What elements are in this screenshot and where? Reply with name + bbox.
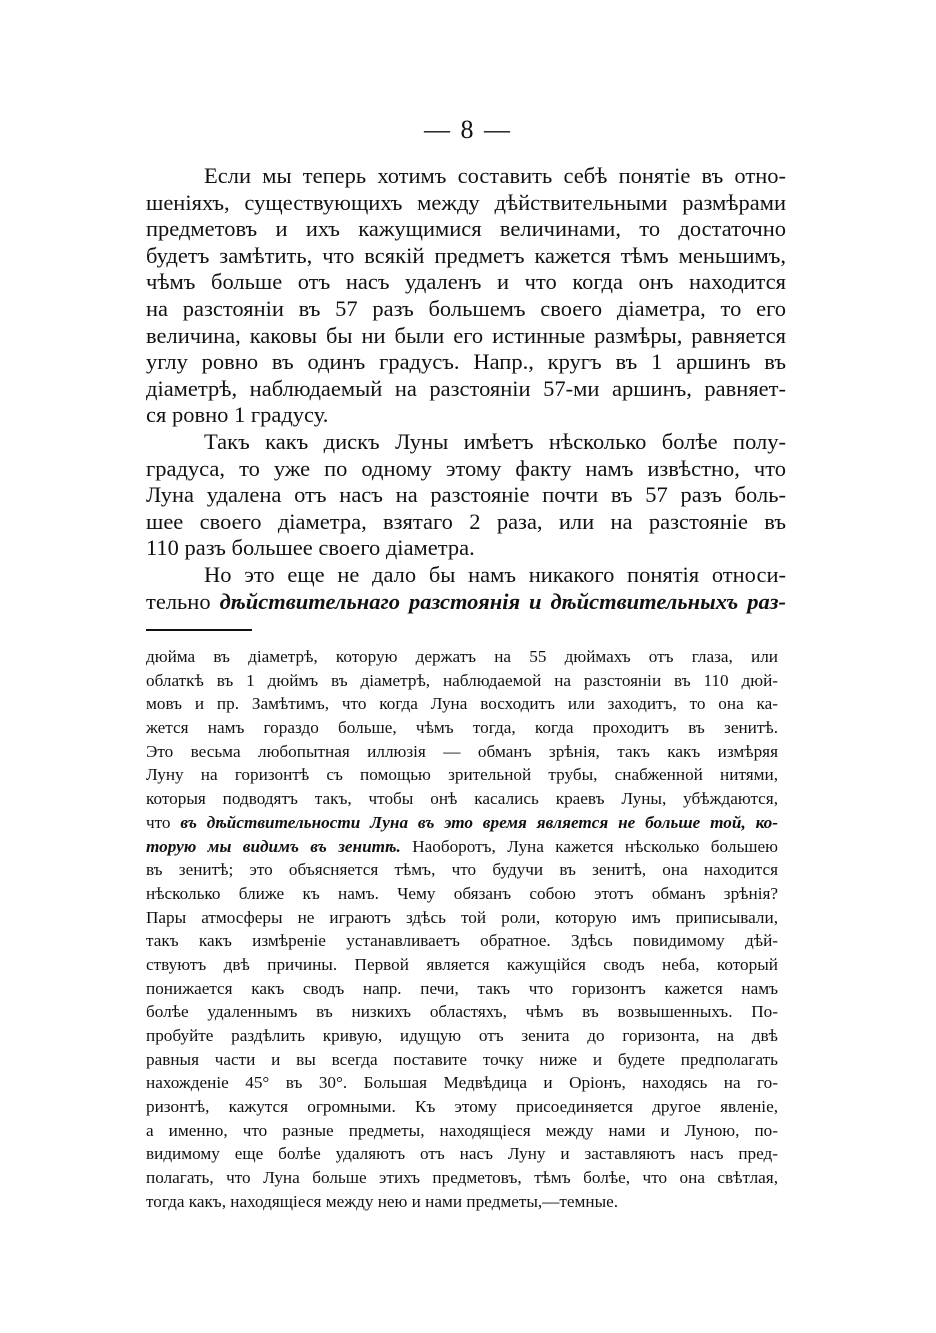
- footnote-line: а именно, что разные предметы, находящіеся между нами и Луною, по-: [146, 1120, 778, 1140]
- text-line: на разстояніи въ 57 разъ большемъ своего діаметра, то его: [146, 295, 786, 321]
- footnote-line: дюйма въ діаметрѣ, которую держатъ на 55 дюймахъ отъ глаза, или: [146, 647, 778, 666]
- footnote-line: облаткѣ въ 1 дюймъ въ діаметрѣ, наблюдаемой на разстояніи въ 110 дюй-: [146, 670, 778, 690]
- text-fragment: Наоборотъ, Луна кажется нѣсколько большею: [412, 836, 778, 856]
- italic-fragment: торую мы видимъ въ зенитѣ.: [146, 836, 401, 856]
- footnote-line: [146, 811, 778, 835]
- footnote-line: Пары атмосферы не играютъ здѣсь той роли, которую имъ приписывали,: [146, 907, 778, 927]
- footnote-line: жется намъ гораздо больше, чѣмъ тогда, когда проходитъ въ зенитѣ.: [146, 718, 778, 738]
- text-fragment: тельно: [146, 588, 211, 614]
- text-line: Такъ какъ дискъ Луны имѣетъ нѣсколько болѣе полу-: [204, 428, 786, 454]
- footnote-line: видимому еще болѣе удаляютъ отъ насъ Луну и заставляютъ насъ пред-: [146, 1144, 778, 1164]
- footnote-line: ствуютъ двѣ причины. Первой является кажущійся сводъ неба, который: [146, 954, 778, 974]
- footnote-line: мовъ и пр. Замѣтимъ, что когда Луна восходитъ или заходитъ, то она ка-: [146, 694, 778, 714]
- text-line: Если мы теперь хотимъ составить себѣ понятіе въ отно-: [204, 163, 786, 188]
- text-fragment: что: [146, 812, 171, 832]
- page-number: — 8 —: [424, 115, 512, 144]
- text-line: градуса, то уже по одному этому факту намъ извѣстно, что: [146, 455, 786, 481]
- text-line: Но это еще не дало бы намъ никакого понятія относи-: [204, 561, 786, 587]
- footnote-line: нѣсколько ближе къ намъ. Чему обязанъ собою этотъ обманъ зрѣнія?: [146, 883, 778, 903]
- text-line: величина, каковы бы ни были его истинные размѣры, равняется: [146, 322, 786, 348]
- footnote-line: понижается какъ сводъ напр. печи, такъ что горизонтъ кажется намъ: [146, 978, 778, 998]
- main-text: [146, 163, 786, 615]
- text-line: ся ровно 1 градусу.: [146, 402, 329, 428]
- text-line: шеніяхъ, существующихъ между дѣйствительными размѣрами: [146, 189, 786, 215]
- footnote-line: которыя подводятъ такъ, чтобы онѣ касались краевъ Луны, убѣждаются,: [146, 789, 778, 809]
- footnote-line: болѣе удаленнымъ въ низкихъ областяхъ, чѣмъ въ возвышенныхъ. По-: [146, 1002, 778, 1022]
- italic-fragment: въ дѣйствительности Луна въ это время является не больше той, ко-: [180, 812, 778, 832]
- footnote-divider: [146, 629, 252, 631]
- footnote-line: полагать, что Луна больше этихъ предметовъ, тѣмъ болѣе, что она свѣтлая,: [146, 1168, 778, 1188]
- footnote-line: такъ какъ измѣреніе устанавливаетъ обратное. Здѣсь повидимому дѣй-: [146, 931, 778, 951]
- text-line: углу ровно въ одинъ градусъ. Напр., кругъ въ 1 аршинъ въ: [146, 349, 786, 375]
- footnote-line: равныя части и вы всегда поставите точку ниже и будете предполагать: [146, 1049, 778, 1069]
- footnote-line: Это весьма любопытная иллюзія — обманъ зрѣнія, такъ какъ измѣряя: [146, 741, 778, 761]
- footnote-line: пробуйте раздѣлить кривую, идущую отъ зенита до горизонта, на двѣ: [146, 1026, 778, 1045]
- text-line: [146, 589, 786, 616]
- footnote: [146, 645, 778, 1214]
- footnote-line: тогда какъ, находящіеся между нею и нами предметы,—темные.: [146, 1191, 619, 1211]
- text-line: 110 разъ большее своего діаметра.: [146, 535, 475, 561]
- text-line: шее своего діаметра, взятаго 2 раза, или на разстояніе въ: [146, 508, 786, 534]
- footnote-line: Луну на горизонтѣ съ помощью зрительной трубы, снабженной нитями,: [146, 765, 778, 785]
- footnote-line: ризонтѣ, кажутся огромными. Къ этому присоединяется другое явленіе,: [146, 1097, 778, 1117]
- text-line: будетъ замѣтить, что всякій предметъ кажется тѣмъ меньшимъ,: [146, 242, 786, 268]
- footnote-line: нахожденіе 45° въ 30°. Большая Медвѣдица и Оріонъ, находясь на го-: [146, 1073, 778, 1093]
- footnote-line: [146, 835, 778, 859]
- text-line: діаметрѣ, наблюдаемый на разстояніи 57-ми аршинъ, равняет-: [146, 375, 786, 401]
- italic-fragment: дѣйствительнаго разстоянія и дѣйствительныхъ раз-: [219, 588, 786, 614]
- text-line: чѣмъ больше отъ насъ удаленъ и что когда онъ находится: [146, 269, 786, 295]
- footnote-line: въ зенитѣ; это объясняется тѣмъ, что будучи въ зенитѣ, она находится: [146, 860, 778, 880]
- text-line: Луна удалена отъ насъ на разстояніе почти въ 57 разъ боль-: [146, 482, 786, 508]
- text-line: предметовъ и ихъ кажущимися величинами, то достаточно: [146, 216, 786, 242]
